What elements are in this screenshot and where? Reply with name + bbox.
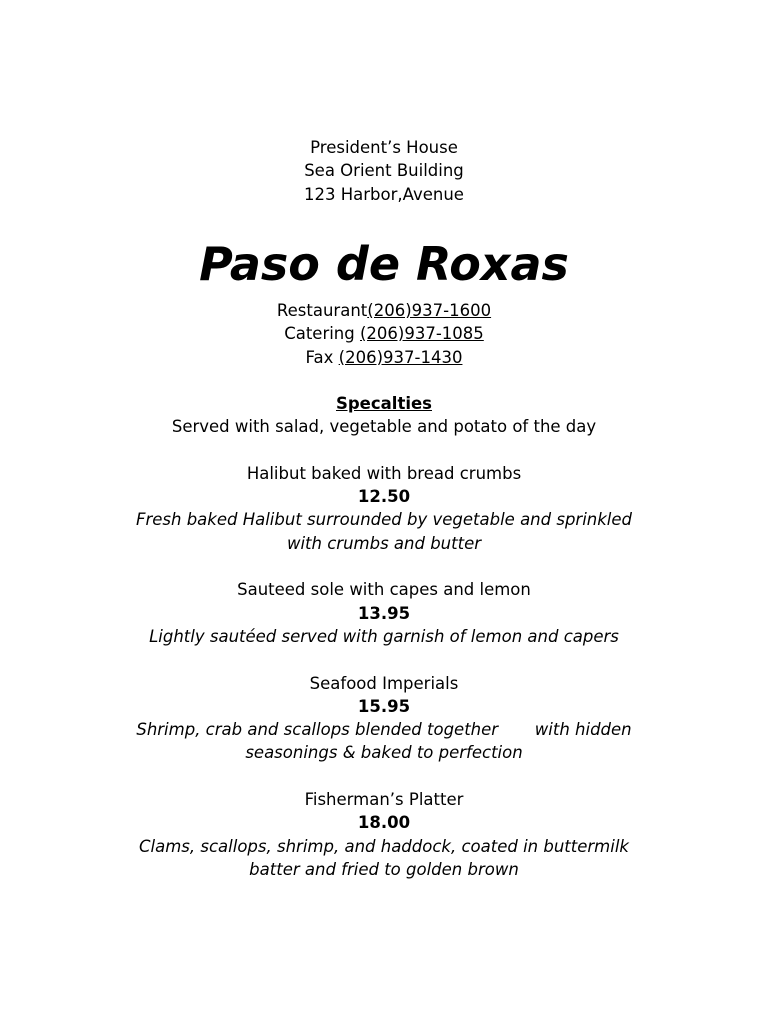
address-line-1: President’s House bbox=[310, 138, 458, 157]
contact-fax-label: Fax bbox=[305, 347, 339, 367]
restaurant-title: Paso de Roxas bbox=[199, 237, 569, 291]
menu-item bbox=[0, 672, 768, 765]
item-name: Halibut baked with bread crumbs bbox=[246, 463, 522, 483]
item-name: Seafood Imperials bbox=[309, 673, 459, 693]
contact-block bbox=[0, 299, 768, 369]
item-description: batter and fried to golden brown bbox=[249, 859, 519, 879]
item-description: with crumbs and butter bbox=[286, 533, 482, 553]
menu-item bbox=[0, 788, 768, 881]
contact-restaurant bbox=[0, 299, 768, 322]
item-price: 18.00 bbox=[357, 813, 411, 833]
menu-section bbox=[0, 392, 768, 881]
item-description: seasonings & baked to perfection bbox=[245, 743, 523, 763]
section-subheading: Served with salad, vegetable and potato of the day bbox=[171, 417, 597, 437]
contact-catering bbox=[0, 322, 768, 345]
address-line-2: Sea Orient Building bbox=[304, 161, 464, 181]
item-price: 15.95 bbox=[357, 696, 411, 716]
menu-item bbox=[0, 462, 768, 555]
section-heading: Specalties bbox=[335, 394, 432, 413]
item-description: Fresh baked Halibut surrounded by vegetable and sprinkled bbox=[135, 510, 633, 530]
item-description: Clams, scallops, shrimp, and haddock, coated in buttermilk bbox=[139, 836, 629, 856]
contact-fax bbox=[0, 346, 768, 369]
address-line-3: 123 Harbor,Avenue bbox=[304, 184, 464, 204]
item-name: Sauteed sole with capes and lemon bbox=[237, 580, 531, 600]
menu-item bbox=[0, 578, 768, 648]
item-description: Lightly sautéed served with garnish of lemon and capers bbox=[149, 626, 619, 646]
contact-restaurant-label: Restaurant bbox=[276, 301, 368, 320]
item-price: 13.95 bbox=[357, 603, 411, 623]
fax-phone-link[interactable]: (206)937-1430 bbox=[338, 347, 463, 367]
item-description: Shrimp, crab and scallops blended together with hidden bbox=[136, 720, 632, 740]
item-price: 12.50 bbox=[357, 487, 411, 507]
restaurant-phone-link[interactable]: (206)937-1600 bbox=[367, 301, 492, 320]
address-block bbox=[0, 136, 768, 206]
catering-phone-link[interactable]: (206)937-1085 bbox=[359, 324, 484, 344]
item-name: Fisherman’s Platter bbox=[304, 790, 464, 810]
contact-catering-label: Catering bbox=[284, 324, 360, 344]
